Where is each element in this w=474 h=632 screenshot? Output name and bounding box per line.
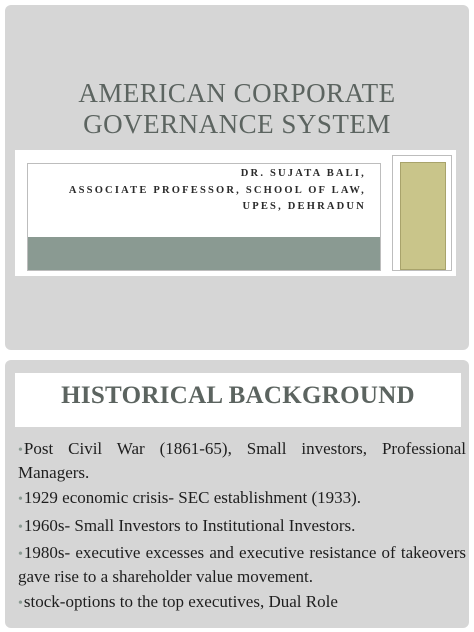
bullet-text: stock-options to the top executives, Dual Role bbox=[23, 592, 338, 611]
author-info bbox=[69, 166, 366, 216]
bullet-icon: • bbox=[18, 492, 23, 507]
bullet-item bbox=[18, 487, 466, 511]
bullet-item bbox=[18, 438, 466, 483]
decorative-card bbox=[392, 155, 452, 271]
accent-bar bbox=[28, 237, 380, 270]
bullet-icon: • bbox=[18, 519, 23, 535]
bullet-icon: • bbox=[18, 547, 23, 562]
content-slide bbox=[5, 360, 469, 628]
bullet-item bbox=[18, 542, 466, 587]
bullet-item bbox=[18, 515, 466, 539]
olive-block bbox=[400, 162, 446, 270]
slide-heading-box bbox=[15, 373, 461, 427]
bullet-list bbox=[18, 438, 466, 619]
bullet-text: 1960s- Small Investors to Institutional Investors. bbox=[23, 515, 356, 535]
slide-title-line-1: AMERICAN CORPORATE bbox=[78, 78, 396, 108]
bullet-item bbox=[18, 591, 466, 615]
author-name: DR. SUJATA BALI, bbox=[240, 168, 366, 179]
author-affiliation: UPES, DEHRADUN bbox=[242, 201, 366, 212]
bullet-icon: • bbox=[18, 443, 23, 458]
slide-heading: HISTORICAL BACKGROUND bbox=[61, 382, 415, 409]
author-card bbox=[27, 163, 381, 271]
slide-title-line-2: GOVERNANCE SYSTEM bbox=[83, 109, 391, 139]
author-title: ASSOCIATE PROFESSOR, SCHOOL OF LAW, bbox=[68, 184, 366, 196]
bullet-icon: • bbox=[18, 596, 23, 611]
bullet-text: 1980s- executive excesses and executive resistance of takeovers gave rise to a shareholder value movement. bbox=[18, 543, 466, 586]
bullet-text: 1929 economic crisis- SEC establishment (1933). bbox=[23, 488, 362, 507]
slide-title bbox=[5, 78, 469, 140]
bullet-text: Post Civil War (1861-65), Small investors, Professional Managers. bbox=[18, 439, 466, 482]
